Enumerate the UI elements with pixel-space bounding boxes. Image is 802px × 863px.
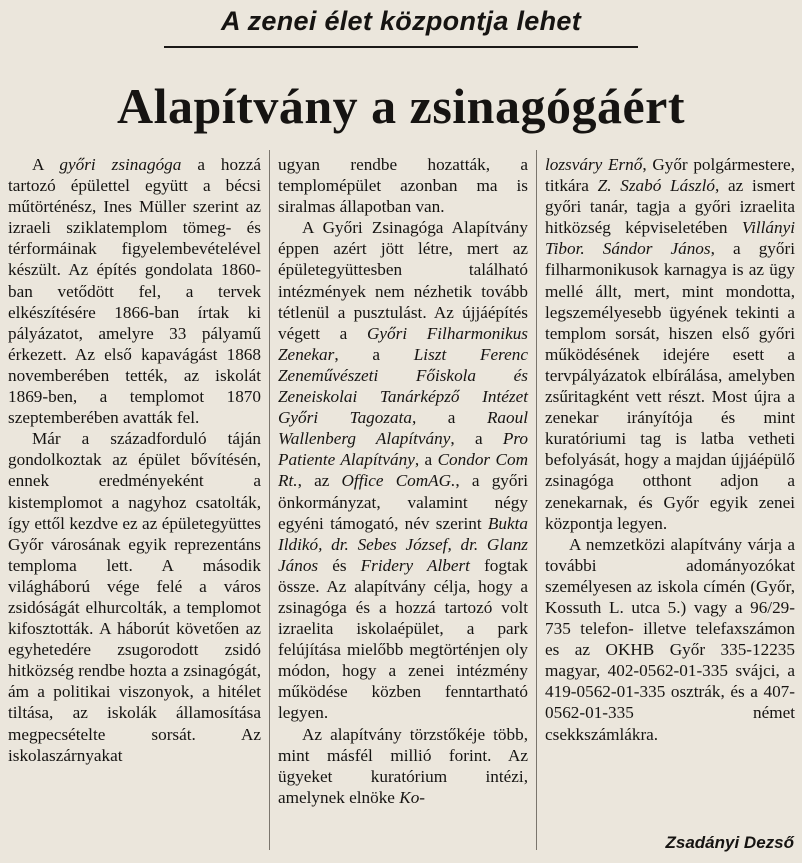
- article-column-2: [278, 154, 528, 808]
- paragraph: Az alapítvány törzstőkéje több, mint másfél millió forint. Az ügyeket kuratórium intézi, amelynek elnöke Ko-: [278, 724, 528, 807]
- paragraph: A Győri Zsinagóga Alapítvány éppen azért jött létre, mert az épületegyüttesben található intézmények nem nézhetik tovább tétlenül a pusztulást. Az újjáépítés végett a Győri Filharmonikus Zenekar, a Liszt Ferenc Zeneművészeti Főiskola és Zeneiskolai Tanárképző Intézet Győri Tagozata, a Raoul Wallenberg Alapítvány, a Pro Patiente Alapítvány, a Condor Com Rt., az Office ComAG., a győri önkormányzat, valamint négy egyéni támogató, név szerint Bukta Ildikó, dr. Sebes József, dr. Glanz János és Fridery Albert fogtak össze. Az alapítvány célja, hogy a zsinagóga és a hozzá tartozó volt izraelita iskolaépület, a park felújítása mielőbb megtörténjen oly módon, hogy a zenei intézmény működése közben fenntartható legyen.: [278, 218, 528, 723]
- article-headline: Alapítvány a zsinagógáért: [116, 78, 686, 134]
- paragraph: Már a századforduló táján gondolkoztak az épület bővítésén, ennek eredményeként a kistemplomot a nagyhoz csatolták, így ettől kezdve ez az épületegyüttes Győr városának egyik reprezentáns temploma lett. A második világháború vége felé a város zsidóságát elhurcolták, a templomot kifosztották. A háborút követően az egyhetedére zsugorodott zsidó hitközség rendbe hozta a zsinagógát, ám a politikai viszonyok, a hitélet tiltása, az iskolák államosítása megpecsételte sorsát. Az iskolaszárnyakat: [8, 429, 261, 765]
- paragraph: ugyan rendbe hozatták, a templomépület azonban ma is siralmas állapotban van.: [278, 155, 528, 217]
- column-divider: [536, 150, 537, 850]
- paragraph: lozsváry Ernő, Győr polgármestere, titkára Z. Szabó László, az ismert győri tanár, tagja a győri izraelita hitközség képviseletében Villányi Tibor. Sándor János, a győri filharmonikusok karnagya is az ügy mellé állt, mert, mint mondotta, legszemélyesebb ügyének tekinti a templom sorsát, hiszen első győri működésének idejére esett a tervpályázatok elbírálása, amelyben zsűritagként vett részt. Most újra a zenekar irányítója és mint kuratóriumi tag is latba vetheti befolyását, hogy a majdan újjáépülő zsinagóga otthont adjon a zenekarnak, és Győr egyik zenei központja legyen.: [545, 155, 795, 533]
- article-column-3: [545, 154, 795, 745]
- paragraph: A győri zsinagóga a hozzá tartozó épülettel együtt a bécsi műtörténész, Ines Müller szerint az izraeli sziklatemplom tömeg- és térformáinak figyelembevételével készült. Az építés gondolata 1860-ban vetődött fel, a tervek elkészítésére 1866-ban írtak ki pályázatot, amelyre 33 pályamű érkezett. Az első kapavágást 1868 novemberében tették, az iskolát 1869-ben, a templomot 1870 szeptemberében avatták fel.: [8, 155, 261, 428]
- article-column-1: [8, 154, 261, 766]
- paragraph: A nemzetközi alapítvány várja a további adományozókat személyesen az iskola címén (Győr, Kossuth L. utca 5.) vagy a 96/29-735 telefon- illetve telefaxszámon es az OKHB Győr 335-12235 magyar, 402-0562-01-335 svájci, a 419-0562-01-335 osztrák, és a 407-0562-01-335 német csekkszámlákra.: [545, 534, 795, 744]
- author-signature: Zsadányi Dezső: [665, 833, 794, 852]
- column-divider: [269, 150, 270, 850]
- kicker-headline: A zenei élet központja lehet: [164, 2, 638, 48]
